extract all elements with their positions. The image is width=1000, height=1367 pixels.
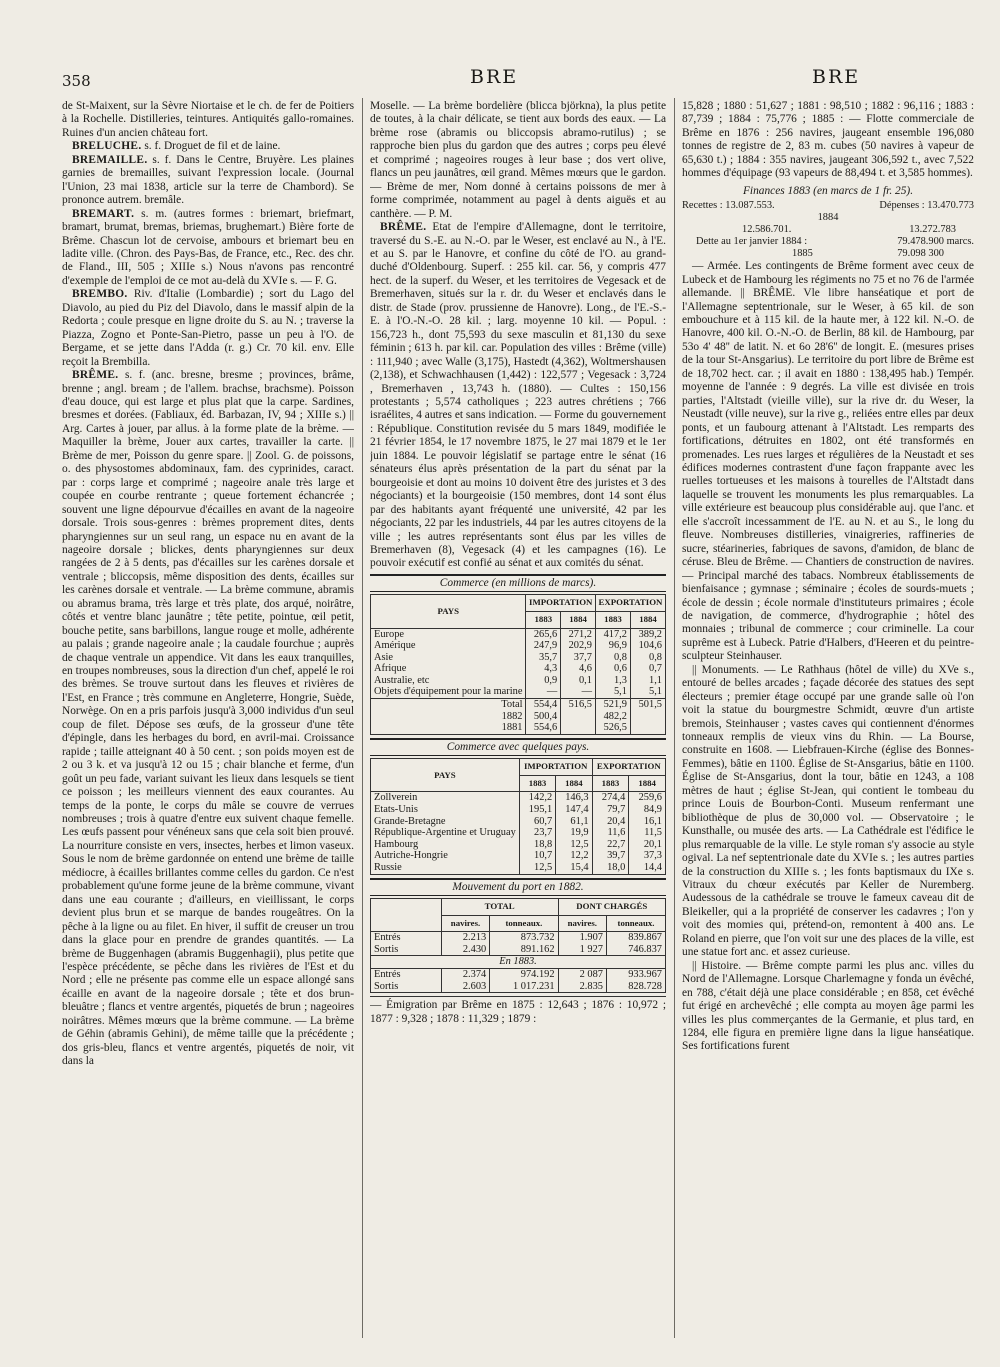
table-cell: 2.603 <box>441 981 489 993</box>
table-cell: 142,2 <box>519 792 555 804</box>
fin-text: 79.478.900 marcs. <box>897 236 974 248</box>
table-cell: 14,4 <box>629 862 666 874</box>
table-title: Commerce (en millions de marcs). <box>370 574 666 592</box>
table-cell: — <box>561 686 596 698</box>
table-cell: 1 927 <box>558 944 606 956</box>
row-label: Etats-Unis <box>371 804 520 816</box>
col-header: 1884 <box>630 611 665 628</box>
row-label: 1882 <box>371 711 526 723</box>
table-cell: 16,1 <box>629 816 666 828</box>
col-header: tonneaux. <box>606 915 665 932</box>
table-cell: 5,1 <box>630 686 665 698</box>
table-cell: 2.213 <box>441 932 489 944</box>
row-label: Sortis <box>371 944 442 956</box>
fin-text: 1884 <box>817 212 839 224</box>
table-cell <box>561 722 596 734</box>
paragraph: || Monuments. — Le Rathhaus (hôtel de ville) du XVe s., entouré de belles arcades ; façade décorée des statues des sept électeurs ; premier étage occupé par une grande salle où l'on voit la statue du bourgmestre Schmidt, œuvre d'un artiste bremois, Steinhauser ; vastes caves qui contiennent d'énormes tonneaux remplis de vieux vins du Rhin. — La Bourse, construite en 1608. — Liebfrauen-Kirche (église des Bonnes-Femmes), bâtie en 1100. Église de St-Ansgarius, bâtie en 1100. Église de St-Ansgarius, dont la tour, bâtie en 1243, a 108 mètres de haut ; église St-Jean, qui contient le tombeau du prince Louis de Bourbon-Conti. Museum renfermant une bibliothèque de plus de 30,000 vol. — Observatoire ; le Kunsthalle, ou musée des arts. — La Cathédrale est l'édifice le plus remarquable de la ville. Le style roman s'y associe au style ogival. La nef septentrionale date du XVIe s. ; les autres parties de la construction du XIIIe s. ; les fonts baptismaux du IXe s. Vitraux du chœur exécutés par Keller de Nuremberg. Audessous de la cathédrale se trouve le fameux caveau dit de Bleikeller, qui a la propriété de conserver les cadavres ; l'on y voit des momies qui, prétend-on, remontent à 400 ans. Le Roland en pierre, que l'on voit sur une des places de la ville, est une statue fort anc. et assez curieuse. <box>682 663 974 959</box>
entry-text: Riv. d'Italie (Lombardie) ; sort du Lago del Diavolo, au pied du Piz del Diavolo, dans le massif alpin de la Redorta ; coule presque en ligne droite du S. au N. ; traverse la Piazza, Zogno et Ponte-San-Pietro, passe un peu à l'O. de Bergame, et se jette dans l'Adda (r. g.) Cr. 70 kil. env. Elle reçoit la Brembilla. <box>62 288 354 368</box>
table-row <box>371 675 666 687</box>
table-row <box>371 652 666 664</box>
table-cell: 37,3 <box>629 850 666 862</box>
col-header: IMPORTATION <box>526 595 596 612</box>
row-label: Objets d'équipement pour la marine <box>371 686 526 698</box>
table-cell: 554,4 <box>526 699 561 711</box>
table-title: Commerce avec quelques pays. <box>370 738 666 756</box>
row-label: Zollverein <box>371 792 520 804</box>
fin-text: 79.098 300 <box>897 248 944 260</box>
col-header: EXPORTATION <box>592 759 665 776</box>
finances-title: Finances 1883 (en marcs de 1 fr. 25). <box>742 184 914 197</box>
table-cell: 974.192 <box>490 969 558 981</box>
paragraph: 15,828 ; 1880 : 51,627 ; 1881 : 98,510 ; 1882 : 96,116 ; 1883 : 87,739 ; 1884 : 75,776 ; 1885 : — Flotte commerciale de Brême en 1876 : 256 navires, jaugeant ensemble 196,080 tonnes de registre de 2, 83 m. cubes (50 navires à vapeur de 65,630 t.) ; 1884 : 355 navires, jaugeant 306,592 t., avec 7,522 hommes d'équipage (93 vapeurs de 88,494 t. et 3,585 hommes). <box>682 100 974 180</box>
table-cell: 526,5 <box>595 722 630 734</box>
row-label: Sortis <box>371 981 442 993</box>
col-header: navires. <box>441 915 489 932</box>
table-cell: — <box>526 686 561 698</box>
table-row <box>371 792 666 804</box>
commerce-table <box>370 594 666 735</box>
col-header: navires. <box>558 915 606 932</box>
row-label: Amérique <box>371 640 526 652</box>
row-label: Russie <box>371 862 520 874</box>
headword: BREMAILLE. <box>72 153 148 166</box>
table-cell: 1,1 <box>630 675 665 687</box>
running-head-center: BRE <box>470 66 519 88</box>
table-cell: 104,6 <box>630 640 665 652</box>
table-cell: 0,8 <box>595 652 630 664</box>
table-cell: 4,6 <box>561 663 596 675</box>
table-subtitle: En 1883. <box>371 956 666 969</box>
entry-brembo <box>62 288 354 369</box>
table-cell: 2 087 <box>558 969 606 981</box>
table-cell: 11,6 <box>592 827 629 839</box>
table-row <box>371 839 666 851</box>
table-row <box>371 804 666 816</box>
table-cell: 23,7 <box>519 827 555 839</box>
col-header: 1884 <box>561 611 596 628</box>
table-cell: 933.967 <box>606 969 665 981</box>
page-header <box>0 66 1000 96</box>
table-cell: 10,7 <box>519 850 555 862</box>
table-cell: 84,9 <box>629 804 666 816</box>
table-cell: 1.907 <box>558 932 606 944</box>
entry-breme-etat <box>370 221 666 571</box>
table-cell: 11,5 <box>629 827 666 839</box>
table-cell: 873.732 <box>490 932 558 944</box>
table-cell: 2.835 <box>558 981 606 993</box>
column-left <box>62 100 354 1335</box>
table-cell: 18,8 <box>519 839 555 851</box>
table-cell: 60,7 <box>519 816 555 828</box>
row-label: Total <box>371 699 526 711</box>
table-row <box>371 850 666 862</box>
paragraph: — Armée. Les contingents de Brême forment avec ceux de Lubeck et de Hambourg les régiments no 75 et no 76 de l'armée allemande. || BRÊME. Vle libre hanséatique et port de l'Allemagne septentrionale, sur le Weser, à 65 kil. de son embouchure et à 115 kil. de la haute mer, à 122 kil. N.-O. de Hanovre, 400 kil. O.-N.-O. de Berlin, 88 kil. de Hambourg, par 53o 4' 48'' de latit. N. et 6o 28'6'' de longit. E. (mesures prises de la tour St-Ansgarius). Le territoire du port libre de Brême est de 18,702 hect. car. ; il avait en 1880 : 138,495 hab.) Tempér. moyenne de l'année : 9 degrés. La ville est divisée en trois parties, l'Altstadt (vieille ville), sur la rive dr. du Weser, la Neustadt (ville neuve), sur la rive g., reliées entre elles par deux ponts, et un faubourg attenant à l'Altstadt. Les remparts des fortifications, détruites en 1802, ont été transformés en promenades. Les rues larges et régulières de la Neustadt et ses édifices modernes contrastent d'une façon frappante avec les ruelles tortueuses et les maisons à tourelles de l'Altstadt dans laquelle se trouvent les monuments les plus remarquables. La ville extérieure est beaucoup plus considérable auj. que l'anc. et elle s'accroît incessamment de l'E. au N. et au S., le long du fleuve. Nombreuses distilleries, vinaigreries, raffineries de sucre, stéarineries, fabriques de savons, d'amidon, de blanc de céruse. Bleu de Brême. — Chantiers de construction de navires. — Principal marché des tabacs. Nombreux établissements de bienfaisance ; gymnase ; séminaire ; écoles de sourds-muets ; école de dessin ; école normale d'instituteurs primaires ; école de navigation, de commerce, d'hydrographie ; hôtel des monnaies ; tribunal de commerce ; cour criminelle. La cour suprême est à Lubeck. Patrie d'Halbers, d'Heeren et du peintre-sculpteur Steinhauser. <box>682 260 974 663</box>
column-rule <box>674 98 675 1338</box>
table-row <box>371 827 666 839</box>
col-header: PAYS <box>371 595 526 628</box>
table-cell: 839.867 <box>606 932 665 944</box>
table-cell: 96,9 <box>595 640 630 652</box>
entry-breme-poisson <box>62 369 354 1069</box>
table-cell: 746.837 <box>606 944 665 956</box>
commerce-pays-table <box>370 758 666 874</box>
table-cell: 1,3 <box>595 675 630 687</box>
fin-text: 1885 <box>792 248 813 260</box>
row-label: Asie <box>371 652 526 664</box>
finances-block <box>682 200 974 260</box>
table-title: Mouvement du port en 1882. <box>370 878 666 896</box>
table-cell: 12,5 <box>556 839 592 851</box>
table-cell: 1 017.231 <box>490 981 558 993</box>
table-row <box>371 969 666 981</box>
table-cell: 554,6 <box>526 722 561 734</box>
fin-text: Recettes : 13.087.553. <box>682 200 775 212</box>
row-label: Afrique <box>371 663 526 675</box>
table-cell: 18,0 <box>592 862 629 874</box>
row-label: Europe <box>371 628 526 640</box>
paragraph: de St-Maixent, sur la Sèvre Niortaise et le ch. de fer de Poitiers à la Rochelle. Distilleries, teintures. Antiquités gallo-romaines. Ruines d'un ancien château fort. <box>62 100 354 139</box>
row-label: Entrés <box>371 932 442 944</box>
table-row <box>371 862 666 874</box>
table-cell: 12,5 <box>519 862 555 874</box>
headword: BRELUCHE. <box>72 140 142 153</box>
table-cell: 15,4 <box>556 862 592 874</box>
table-cell: 20,1 <box>629 839 666 851</box>
table-cell: 828.728 <box>606 981 665 993</box>
table-row <box>371 956 666 969</box>
table-cell: 259,6 <box>629 792 666 804</box>
paragraph: Moselle. — La brème bordelière (blicca björkna), la plus petite de toutes, à la chair délicate, se tient aux bords des eaux. — La brème rose (abramis ou bliccopsis abramo-rutilus) ; se rapproche bien plus du gardon que des autres ; corps peu élevé et comprimé ; nageoires rouges à leur base ; dos vert olive, flancs un peu jaunâtres, œil grand. Mêmes mœurs que le gardon. — Brème de mer, Nom donné à certains poissons de mer à forme comprimée, notamment au pagel à dents aiguës et au canthère. — P. M. <box>370 100 666 220</box>
entry-text: s. f. (anc. bresne, bresme ; provinces, brâme, brenne ; angl. bream ; de l'allem. brachse, brachsme). Poisson d'eau douce, qui est large et plus plat que la carpe. Sardines, bresmes et dorées. (Fabliaux, éd. Barbazan, IV, 94 ; XIIIe s.) || Arg. Cartes à jouer, par allus. à la forme plate de la brème. — Maquiller la brème, Jouer aux cartes, travailler la carte. || Brème de mer, Poisson du genre spare. || Zool. G. de poissons, o. des physostomes abdominaux, fam. des cyprinides, caract. par : corps large et comprimé ; nageoire anale très large et coupée en courbe rentrante ; queue fortement échancrée ; souvent une ligne dépourvue d'écailles en avant de la nageoire dorsale. Trois sous-genres : brèmes proprement dites, dents pharyngiennes sur un seul rang, un espace nu en avant de la nageoire dorsale ; blickes, dents pharyngiennes sur deux rangées de 2 à 5 dents, pas d'écailles sur les carènes dorsale et ventrale ; bliccopsis, même disposition des dents, écailles sur les carènes dorsale et ventrale. — La brème commune, abramis ou abramus brama, très large et très plate, dos arqué, noirâtre, côtés et ventre blanc jaunâtre ; tête petite, pointue, œil petit, bouche petite, sans barbillons, langue rouge et molle, adhérente au palais ; grande nageoire anale ; la caudale fourchue ; auprès de chaque ventrale un appendice. Vit dans les eaux tranquilles, en troupes nombreuses, sous la direction d'un chef, appelé le roi des brèmes. Se trouve surtout dans les fleuves et rivières de l'Est, en France ; très commune en Angleterre, Hongrie, Suède, Norwège. On en a pris parfois jusqu'à 3,000 individus d'un seul coup de filet. Dépose ses œufs, de la grosseur d'une tête d'épingle, dans les herbages du bord, en avril-mai. Croissance rapide ; taille atteignant 40 à 50 cent. ; son poids moyen est de 2 ou 3 k. et va jusqu'à 12 ou 15 ; chair blanche et ferme, d'un goût un peu fade, variant suivant les lieux dans lesquels se tient ce poisson ; les meilleurs viennent des eaux courantes. Au temps de la ponte, le corps du mâle se couvre de verrues nombreuses ; trois à quatre d'entre eux suivent chaque femelle. Les œufs passent pour vénéneux sans que cela soit bien prouvé. La nourriture consiste en vers, insectes, herbes et limon vaseux. Sous le nom de brème gardonnée on entend une brème de taille médiocre, à écailles brillantes comme celles du gardon. Ce n'est probablement qu'une forme jeune de la brème commune, vivant dans une eau courante ; d'ailleurs, en vieillissant, le corps devient plus brun et se marque de bandes rougeâtres. On la pêche à la ligne ou au filet. En hiver, il suffit de creuser un trou dans la glace pour en prendre de grandes quantités. — La brème de Buggenhagen (abramis Buggenhagii), plus petite que l'espèce précédente, se pêche dans les rivières de l'Est et du Nord ; elle ne présente pas comme elle un espace allongé sans écaille en avant de la nageoire dorsale ; tête et dos brun-bleuâtre ; flancs et ventre argentés, piquetés de brun ; nageoires noirâtres. Mêmes mœurs que la brème commune. — La brème de Géhin (abramis Gehini), de même taille que la précédente ; dos gris-bleu, flancs et ventre argentés, piquetés de noir, vit dans la <box>62 369 354 1068</box>
table-cell: 0,9 <box>526 675 561 687</box>
table-cell: 417,2 <box>595 628 630 640</box>
table-row <box>371 640 666 652</box>
paragraph: || Histoire. — Brême compte parmi les plus anc. villes du Nord de l'Allemagne. Lorsque Charlemagne y fonda un évêché, en 788, c'était déjà une place considérable ; en 858, cet évêché fut érigé en archevêché ; elle compta au moyen âge parmi les villes les plus commerçantes de la Germanie, et plus tard, en 1284, elle figura en première ligne dans la ligue hanséatique. Ses fortifications furent <box>682 959 974 1053</box>
table-row <box>371 816 666 828</box>
table-cell: 20,4 <box>592 816 629 828</box>
col-header: 1883 <box>519 775 555 792</box>
table-cell: 516,5 <box>561 699 596 711</box>
table-cell: 501,5 <box>630 699 665 711</box>
table-cell: 389,2 <box>630 628 665 640</box>
table-cell: 500,4 <box>526 711 561 723</box>
table-row <box>371 932 666 944</box>
table-row <box>371 628 666 640</box>
headword: BREMBO. <box>72 288 128 301</box>
table-cell: 12,2 <box>556 850 592 862</box>
fin-text: 12.586.701. <box>742 224 792 236</box>
col-header: TOTAL <box>441 899 558 916</box>
col-header: 1883 <box>595 611 630 628</box>
running-head-right: BRE <box>812 66 861 88</box>
headword: BRÊME. <box>72 369 119 382</box>
page-number: 358 <box>62 72 91 90</box>
table-row <box>371 686 666 698</box>
column-middle <box>370 100 666 1335</box>
table-cell: 0,7 <box>630 663 665 675</box>
col-header: 1884 <box>556 775 592 792</box>
entry-breluche <box>62 140 354 153</box>
port-table <box>370 898 666 993</box>
table-cell: 22,7 <box>592 839 629 851</box>
table-row <box>371 699 666 711</box>
table-cell: 2.374 <box>441 969 489 981</box>
table-cell: 247,9 <box>526 640 561 652</box>
table-cell: 79,7 <box>592 804 629 816</box>
table-cell <box>561 711 596 723</box>
row-label: République-Argentine et Uruguay <box>371 827 520 839</box>
table-cell <box>630 722 665 734</box>
col-header: EXPORTATION <box>595 595 665 612</box>
row-label: Autriche-Hongrie <box>371 850 520 862</box>
table-cell: 37,7 <box>561 652 596 664</box>
col-header: DONT CHARGÉS <box>558 899 665 916</box>
table-cell: 19,9 <box>556 827 592 839</box>
table-cell: 5,1 <box>595 686 630 698</box>
col-header: 1884 <box>629 775 666 792</box>
table-cell <box>630 711 665 723</box>
table-cell: 265,6 <box>526 628 561 640</box>
table-cell: 35,7 <box>526 652 561 664</box>
table-row <box>371 981 666 993</box>
col-header: 1883 <box>526 611 561 628</box>
fin-text: Dépenses : 13.470.773 <box>879 200 974 212</box>
table-row <box>371 711 666 723</box>
fin-text: 13.272.783 <box>909 224 956 236</box>
table-row <box>371 722 666 734</box>
table-cell: 482,2 <box>595 711 630 723</box>
table-cell: 521,9 <box>595 699 630 711</box>
row-label: Australie, etc <box>371 675 526 687</box>
table-cell: 61,1 <box>556 816 592 828</box>
table-cell: 202,9 <box>561 640 596 652</box>
col-header: tonneaux. <box>490 915 558 932</box>
row-label: Entrés <box>371 969 442 981</box>
entry-text: s. m. (autres formes : briemart, briefmart, bramart, brumat, bremas, briemas, brughemart.) Bière forte de Brême. Chascun lot de cervoise, ambours et briemart beu en ladite ville. (Chron. des Pays-Bas, de France, etc., Rec. des chr. de Fland., III, 505 ; XIIIe s.) Nous n'avons pas rencontré d'exemple de l'emploi de ce mot au-delà du XVIe s. — F. G. <box>62 207 354 287</box>
row-label: Grande-Bretagne <box>371 816 520 828</box>
col-header: PAYS <box>371 759 520 792</box>
table-cell: 147,4 <box>556 804 592 816</box>
entry-text: Etat de l'empire d'Allemagne, dont le territoire, traversé du S.-E. au N.-O. par le Weser, est enclavé au N., à l'E. et au S. par le Hanovre, et confine du côté de l'O. au grand-duché d'Oldenbourg. Superf. : 255 kil. car. 56, y compris 477 hect. de la superf. du Weser, et les territoires de Vegesack et de Bremerhaven, situés sur la r. dr. du Weser et enclavés dans le distr. de Stade (prov. prussienne de Hanovre). Long., de l'E.-S.-E. à l'O.-N.-O. 28 kil. ; larg. moyenne 10 kil. — Popul. : 156,723 h., dont 75,593 du sexe masculin et 81,130 du sexe féminin ; 613 h. par kil. car. Population des villes : Brême (ville) : 111,940 ; avec Walle (3,175), Hastedt (4,362), Woltmershausen (2,138), et Schwachhausen (1,442) : 122,577 ; Vegesack : 3,724 , Bremerhaven , 13,743 h. (1880). — Cultes : 150,156 protestants ; 5,574 catholiques ; 223 autres chrétiens ; 766 israélites, 4 autres et sans indication. — Forme du gouvernement : République. Constitution revisée du 5 mars 1849, modifiée le 21 février 1854, le 17 novembre 1875, le 27 mai 1879 et le 1er juin 1884. Le pouvoir législatif se partage entre le sénat (16 sénateurs élus après présentation de la part du sénat par la bourgeoisie et dont au moins 10 doivent être des juristes et 3 des négociants) et la bourgeoisie (150 membres, dont 14 sont élus par des habitants ayant fréquenté une université, 42 par les négociants, 22 par les industriels, 44 par les autres citoyens de la ville ; les autres représentants sont élus par les villes de Bremerhaven (8), Vegesack (4) et les campagnes (16). Le pouvoir exécutif est confié au sénat et aux comités du sénat. <box>370 221 666 570</box>
col-header: 1883 <box>592 775 629 792</box>
table-cell: 2.430 <box>441 944 489 956</box>
row-label: Hambourg <box>371 839 520 851</box>
entry-text: s. f. Dans le Centre, Bruyère. Les plaines garnies de bremailles, suivant l'expression locale. (Journal l'Union, 23 mai 1838, article sur la terre de Chambord). Se prononce autrem. bremâle. <box>62 153 354 207</box>
table-cell: 0,8 <box>630 652 665 664</box>
headword: BRÊME. <box>380 221 427 234</box>
entry-bremart <box>62 208 354 289</box>
table-cell: 195,1 <box>519 804 555 816</box>
table-cell: 146,3 <box>556 792 592 804</box>
fin-text: Dette au 1er janvier 1884 : <box>696 236 808 248</box>
column-right <box>682 100 974 1335</box>
entry-text: s. f. Droguet de fil et de laine. <box>141 140 281 153</box>
table-cell: 0,1 <box>561 675 596 687</box>
paragraph: — Émigration par Brême en 1875 : 12,643 ; 1876 : 10,972 ; 1877 : 9,328 ; 1878 : 11,329 ; 1879 : <box>370 996 666 1026</box>
col-header: IMPORTATION <box>519 759 592 776</box>
entry-bremaille <box>62 154 354 208</box>
table-cell: 0,6 <box>595 663 630 675</box>
table-cell: 271,2 <box>561 628 596 640</box>
table-cell: 891.162 <box>490 944 558 956</box>
column-rule <box>362 98 363 1338</box>
headword: BREMART. <box>72 207 135 220</box>
row-label: 1881 <box>371 722 526 734</box>
table-cell: 274,4 <box>592 792 629 804</box>
table-cell: 4,3 <box>526 663 561 675</box>
table-row <box>371 944 666 956</box>
table-cell: 39,7 <box>592 850 629 862</box>
table-row <box>371 663 666 675</box>
